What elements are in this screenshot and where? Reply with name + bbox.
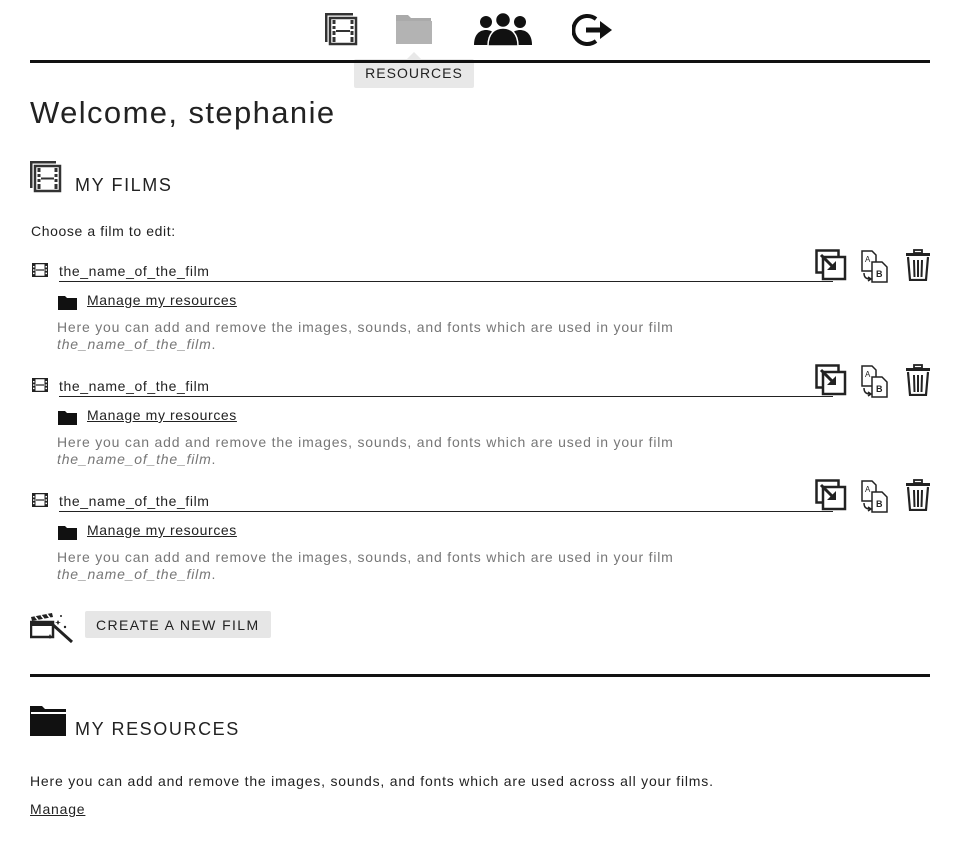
magic-clapper-icon: [30, 612, 74, 644]
desc-film-name: the_name_of_the_film: [57, 451, 212, 467]
nav-users-button[interactable]: [472, 12, 534, 46]
delete-film-button[interactable]: [905, 249, 931, 281]
film-name-input[interactable]: [59, 490, 833, 512]
delete-film-button[interactable]: [905, 364, 931, 396]
desc-film-name: the_name_of_the_film: [57, 336, 212, 352]
svg-text:A: A: [865, 255, 871, 264]
logout-icon: [572, 12, 614, 48]
open-icon: [815, 364, 847, 396]
top-divider: [30, 60, 930, 63]
open-film-button[interactable]: [815, 479, 847, 511]
create-new-film-button[interactable]: CREATE A NEW FILM: [85, 611, 271, 638]
desc-film-name: the_name_of_the_film: [57, 566, 212, 582]
svg-text:A: A: [865, 370, 871, 379]
copy-icon: [860, 249, 890, 283]
trash-icon: [905, 479, 931, 511]
nav-resources-button[interactable]: [395, 12, 433, 46]
film-row: [30, 485, 930, 598]
desc-text: Here you can add and remove the images, sounds, and fonts which are used in your film: [57, 549, 674, 565]
open-film-button[interactable]: [815, 249, 847, 281]
film-icon: [32, 378, 48, 392]
nav-tooltip: RESOURCES: [354, 59, 474, 88]
svg-text:A: A: [865, 485, 871, 494]
desc-suffix: .: [211, 336, 217, 352]
folder-icon: [58, 410, 78, 425]
section-divider: [30, 674, 930, 677]
copy-icon: [860, 479, 890, 513]
magic-clapper-icon: [30, 612, 74, 644]
film-name-input[interactable]: [59, 375, 833, 397]
folder-icon: [58, 295, 78, 310]
duplicate-film-button[interactable]: [860, 479, 890, 513]
film-row: [30, 370, 930, 483]
my-films-title: MY FILMS: [75, 175, 173, 195]
svg-text:B: B: [876, 269, 883, 279]
my-films-icon: [30, 161, 62, 193]
svg-text:B: B: [876, 384, 883, 394]
my-resources-title: MY RESOURCES: [75, 719, 240, 739]
film-resources-description: [57, 434, 757, 468]
open-film-button[interactable]: [815, 364, 847, 396]
svg-text:B: B: [876, 499, 883, 509]
welcome-heading: Welcome, stephanie: [30, 95, 336, 130]
manage-film-resources-link[interactable]: Manage my resources: [87, 407, 237, 423]
folder-icon: [395, 12, 433, 46]
desc-text: Here you can add and remove the images, sounds, and fonts which are used in your film: [57, 319, 674, 335]
desc-text: Here you can add and remove the images, sounds, and fonts which are used in your film: [57, 434, 674, 450]
trash-icon: [905, 249, 931, 281]
resources-description: Here you can add and remove the images, sounds, and fonts which are used across all your films.: [30, 773, 714, 789]
nav-films-button[interactable]: [324, 12, 358, 46]
nav-logout-button[interactable]: [572, 12, 614, 48]
duplicate-film-button[interactable]: [860, 364, 890, 398]
film-resources-description: [57, 319, 757, 353]
users-icon: [472, 12, 534, 46]
choose-film-label: Choose a film to edit:: [31, 223, 176, 239]
film-icon: [32, 263, 48, 277]
folder-icon: [58, 525, 78, 540]
folder-icon: [30, 705, 68, 737]
manage-resources-link[interactable]: Manage: [30, 801, 86, 817]
open-icon: [815, 249, 847, 281]
film-row: [30, 255, 930, 368]
trash-icon: [905, 364, 931, 396]
film-stack-icon: [30, 161, 62, 193]
film-stack-icon: [324, 12, 358, 46]
film-name-input[interactable]: [59, 260, 833, 282]
desc-suffix: .: [211, 566, 217, 582]
film-icon: [32, 493, 48, 507]
open-icon: [815, 479, 847, 511]
delete-film-button[interactable]: [905, 479, 931, 511]
film-resources-description: [57, 549, 757, 583]
desc-suffix: .: [211, 451, 217, 467]
manage-film-resources-link[interactable]: Manage my resources: [87, 522, 237, 538]
copy-icon: [860, 364, 890, 398]
manage-film-resources-link[interactable]: Manage my resources: [87, 292, 237, 308]
duplicate-film-button[interactable]: [860, 249, 890, 283]
my-resources-icon: [30, 705, 68, 737]
